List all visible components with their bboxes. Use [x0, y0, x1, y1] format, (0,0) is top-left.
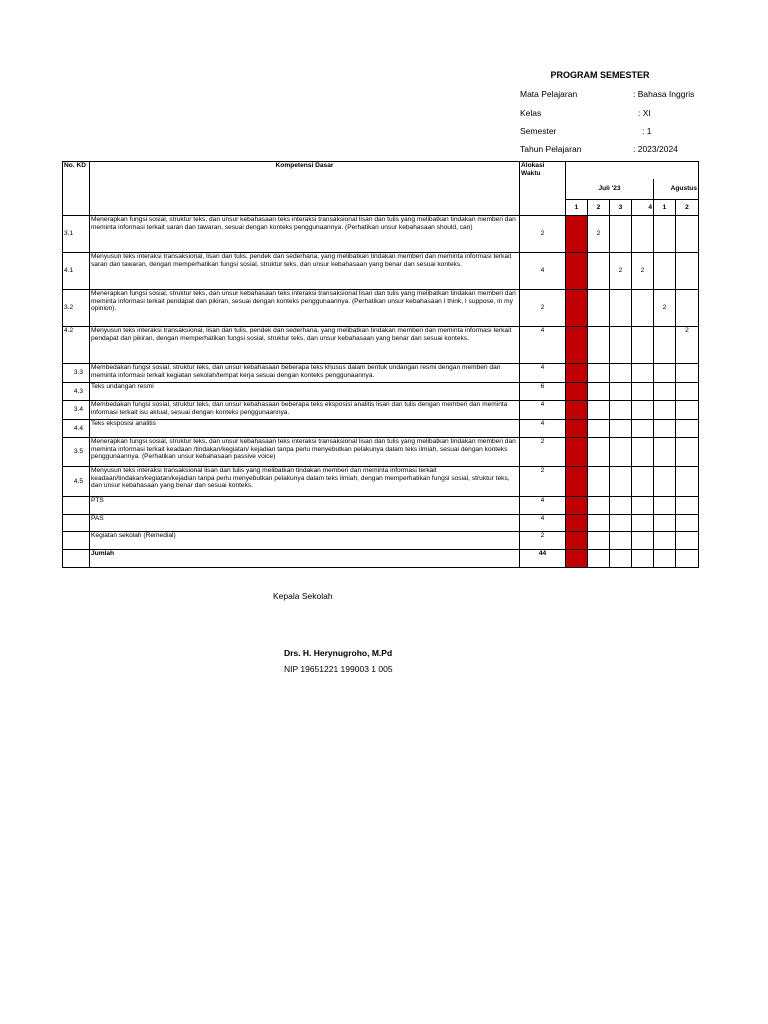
- week-cell: [676, 383, 699, 401]
- week-cell: [676, 532, 699, 550]
- week-cell-highlight: [566, 290, 588, 327]
- week-cell: [588, 515, 610, 532]
- kd-alokasi: 6: [520, 383, 566, 401]
- week-cell-highlight: [566, 383, 588, 401]
- kd-description: Menerapkan fungsi sosial, struktur teks, dan unsur kebahasaan teks interaksi transaksional lisan dan tulis yang melibatkan tindakan memberi dan meminta informasi terkait saran dan tawaran, sesuai dengan konteks penggunaannya. (Perhatikan unsur kebahasaan should, can): [90, 216, 520, 253]
- week-cell-highlight: [566, 438, 588, 467]
- header-month-juli: Juli '23: [566, 179, 654, 200]
- week-cell: [610, 216, 632, 253]
- total-row: [63, 550, 699, 568]
- header-week: 3: [610, 200, 632, 216]
- week-cell: [588, 290, 610, 327]
- week-cell: [588, 364, 610, 383]
- kd-alokasi: 4: [520, 401, 566, 420]
- week-cell-highlight: [566, 550, 588, 568]
- kd-row: [63, 515, 699, 532]
- kd-row: [63, 364, 699, 383]
- week-cell: [654, 383, 676, 401]
- kd-row: [63, 401, 699, 420]
- kd-alokasi: 2: [520, 290, 566, 327]
- week-cell-highlight: [566, 327, 588, 364]
- header-alokasi: Alokasi Waktu: [520, 162, 566, 216]
- week-cell: [632, 383, 654, 401]
- week-cell-highlight: [566, 467, 588, 497]
- kd-description: Menyusun teks interaksi transaksional lisan dan tulis yang melibatkan tindakan memberi dan meminta informasi terkait keadaan/tindakan/kegiatan/kejadian tanpa perlu menyebutkan pelakunya dalam teks ilmiah, dengan memperhatikan fungsi sosial, struktur teks, dan unsur kebahasaan yang benar dan sesuai konteks.: [90, 467, 520, 497]
- week-cell: [654, 550, 676, 568]
- week-cell: [632, 327, 654, 364]
- kd-row: [63, 438, 699, 467]
- week-cell: [654, 364, 676, 383]
- week-cell-highlight: [566, 497, 588, 515]
- week-cell: [676, 550, 699, 568]
- week-cell: [676, 420, 699, 438]
- week-cell: [654, 401, 676, 420]
- header-week: 1: [654, 200, 676, 216]
- week-cell: [588, 467, 610, 497]
- week-cell: 2: [588, 216, 610, 253]
- kd-description: Menerapkan fungsi sosial, struktur teks, dan unsur kebahasaan teks interaksi transaksional lisan dan tulis yang melibatkan tindakan memberi dan meminta informasi terkait pendapat dan pikiran, sesuai dengan konteks penggunaannya. (Perhatikan unsur kebahasaan I think, I suppose, in my opinion).: [90, 290, 520, 327]
- kd-description: Menyusun teks interaksi transaksional, lisan dan tulis, pendek dan sederhana, yang melibatkan tindakan memberi dan meminta informasi terkait pendapat dan pikiran, dengan memperhatikan fungsi sosial, struktur teks, dan unsur kebahasaan yang benar dan sesuai konteks.: [90, 327, 520, 364]
- header-month-agustus: Agustus: [654, 179, 699, 200]
- total-value: 44: [520, 550, 566, 568]
- week-cell: [654, 420, 676, 438]
- week-cell: [610, 420, 632, 438]
- week-cell: [632, 216, 654, 253]
- kd-alokasi: 4: [520, 364, 566, 383]
- header-week: 1: [566, 200, 588, 216]
- kd-alokasi: 2: [520, 438, 566, 467]
- program-table: [62, 161, 699, 568]
- signature-name: Drs. H. Herynugroho, M.Pd: [284, 648, 393, 658]
- kd-row: [63, 290, 699, 327]
- week-cell-highlight: [566, 515, 588, 532]
- kd-row: [63, 420, 699, 438]
- kd-alokasi: 4: [520, 253, 566, 290]
- kd-number: [63, 515, 90, 532]
- week-cell: [610, 515, 632, 532]
- week-cell: [654, 467, 676, 497]
- total-label: Jumlah: [90, 550, 520, 568]
- kd-alokasi: 4: [520, 497, 566, 515]
- signature-nip: NIP 19651221 199003 1 005: [284, 664, 393, 674]
- week-cell: [610, 497, 632, 515]
- kd-number: 4.3: [63, 383, 90, 401]
- kd-number: 3.3: [63, 364, 90, 383]
- kd-description: Menyusun teks interaksi transaksional, lisan dan tulis, pendek dan sederhana, yang melibatkan tindakan memberi dan meminta informasi terkait saran dan tawaran, dengan memperhatikan fungsi sosial, struktur teks, dan unsur kebahasaan yang benar dan sesuai konteks.: [90, 253, 520, 290]
- meta-value-mapel: : Bahasa Inggris: [633, 89, 695, 99]
- week-cell: [610, 364, 632, 383]
- week-cell: [610, 467, 632, 497]
- week-cell: 2: [654, 290, 676, 327]
- kd-number: 4.2: [63, 327, 90, 364]
- meta-label-semester: Semester: [520, 126, 557, 136]
- week-cell: [632, 401, 654, 420]
- kd-number: 4.5: [63, 467, 90, 497]
- header-no-kd: No. KD: [63, 162, 90, 216]
- week-cell-highlight: [566, 364, 588, 383]
- kd-description: Membedakan fungsi sosial, struktur teks, dan unsur kebahasaan beberapa teks khusus dalam bentuk undangan resmi dengan memberi dan meminta informasi terkait kegiatan sekolah/tempat kerja sesuai dengan konteks penggunaannya.: [90, 364, 520, 383]
- week-cell: [676, 290, 699, 327]
- week-cell: [654, 497, 676, 515]
- kd-alokasi: 2: [520, 216, 566, 253]
- week-cell: [654, 216, 676, 253]
- meta-value-kelas: : XI: [638, 108, 651, 118]
- week-cell: [632, 515, 654, 532]
- week-cell: [588, 497, 610, 515]
- kd-row: [63, 532, 699, 550]
- week-cell: [610, 550, 632, 568]
- week-cell-highlight: [566, 253, 588, 290]
- week-cell: [588, 383, 610, 401]
- week-cell-highlight: [566, 532, 588, 550]
- week-cell: [588, 438, 610, 467]
- kd-number: 3.1: [63, 216, 90, 253]
- week-cell: [610, 438, 632, 467]
- week-cell: [654, 327, 676, 364]
- week-cell: [610, 327, 632, 364]
- week-cell: [588, 253, 610, 290]
- week-cell: [632, 438, 654, 467]
- kd-number: 4.1: [63, 253, 90, 290]
- week-cell: [676, 364, 699, 383]
- week-cell: [676, 438, 699, 467]
- kd-row: [63, 383, 699, 401]
- week-cell: [588, 420, 610, 438]
- week-cell-highlight: [566, 420, 588, 438]
- kd-description: PTS: [90, 497, 520, 515]
- kd-description: PAS: [90, 515, 520, 532]
- week-cell: [632, 420, 654, 438]
- kd-description: Menerapkan fungsi sosial, struktur teks, dan unsur kebahasaan teks interaksi transaksional lisan dan tulis yang melibatkan tindakan memberi dan meminta informasi terkait keadaan /tindakan/kegiatan/ kejadian tanpa perlu menyebutkan pelakunya dalam teks ilmiah, sesuai dengan konteks penggunaannya. (Perhatikan unsur kebahasaan passive voice): [90, 438, 520, 467]
- header-month-spacer: [566, 162, 699, 179]
- kd-number: 3.4: [63, 401, 90, 420]
- week-cell: [588, 550, 610, 568]
- week-cell: [588, 327, 610, 364]
- week-cell: [632, 532, 654, 550]
- kd-row: [63, 253, 699, 290]
- meta-label-mapel: Mata Pelajaran: [520, 89, 578, 99]
- kd-number: 3.5: [63, 438, 90, 467]
- header-week: 4: [632, 200, 654, 216]
- week-cell: [632, 467, 654, 497]
- kd-row: [63, 216, 699, 253]
- header-week: 2: [588, 200, 610, 216]
- week-cell: 2: [632, 253, 654, 290]
- week-cell: [654, 515, 676, 532]
- kd-alokasi: 2: [520, 467, 566, 497]
- meta-label-tahun: Tahun Pelajaran: [520, 144, 582, 154]
- week-cell: [632, 550, 654, 568]
- week-cell: [610, 401, 632, 420]
- kd-alokasi: 4: [520, 327, 566, 364]
- week-cell-highlight: [566, 216, 588, 253]
- week-cell: [676, 401, 699, 420]
- kd-number: 4.4: [63, 420, 90, 438]
- week-cell: [632, 290, 654, 327]
- week-cell: [588, 532, 610, 550]
- week-cell: [588, 401, 610, 420]
- kd-description: Teks eksposisi analitis: [90, 420, 520, 438]
- week-cell: [632, 497, 654, 515]
- week-cell-highlight: [566, 401, 588, 420]
- kd-number: [63, 532, 90, 550]
- week-cell: 2: [676, 327, 699, 364]
- meta-value-semester: : 1: [642, 126, 652, 136]
- kd-alokasi: 4: [520, 515, 566, 532]
- kd-alokasi: 2: [520, 532, 566, 550]
- header-week: 2: [676, 200, 699, 216]
- meta-label-kelas: Kelas: [520, 108, 542, 118]
- header-kompetensi: Kompetensi Dasar: [90, 162, 520, 216]
- week-cell: [632, 364, 654, 383]
- kd-description: Membedakan fungsi sosial, struktur teks, dan unsur kebahasaan beberapa teks eksposisi analitis lisan dan tulis dengan memberi dan meminta informasi terkait isu aktual, sesuai dengan konteks penggunaannya.: [90, 401, 520, 420]
- kd-row: [63, 497, 699, 515]
- total-no: [63, 550, 90, 568]
- kd-alokasi: 4: [520, 420, 566, 438]
- week-cell: [654, 253, 676, 290]
- week-cell: [676, 515, 699, 532]
- week-cell: 2: [610, 253, 632, 290]
- kd-row: [63, 327, 699, 364]
- kd-number: [63, 497, 90, 515]
- week-cell: [676, 253, 699, 290]
- week-cell: [610, 532, 632, 550]
- week-cell: [610, 290, 632, 327]
- week-cell: [610, 383, 632, 401]
- week-cell: [676, 497, 699, 515]
- signature-role: Kepala Sekolah: [273, 591, 333, 601]
- kd-description: Kegiatan sekolah (Remedial): [90, 532, 520, 550]
- kd-description: Teks undangan resmi: [90, 383, 520, 401]
- meta-value-tahun: : 2023/2024: [633, 144, 678, 154]
- week-cell: [654, 438, 676, 467]
- document-title: PROGRAM SEMESTER: [550, 70, 650, 80]
- week-cell: [676, 216, 699, 253]
- kd-number: 3.2: [63, 290, 90, 327]
- week-cell: [654, 532, 676, 550]
- kd-row: [63, 467, 699, 497]
- week-cell: [676, 467, 699, 497]
